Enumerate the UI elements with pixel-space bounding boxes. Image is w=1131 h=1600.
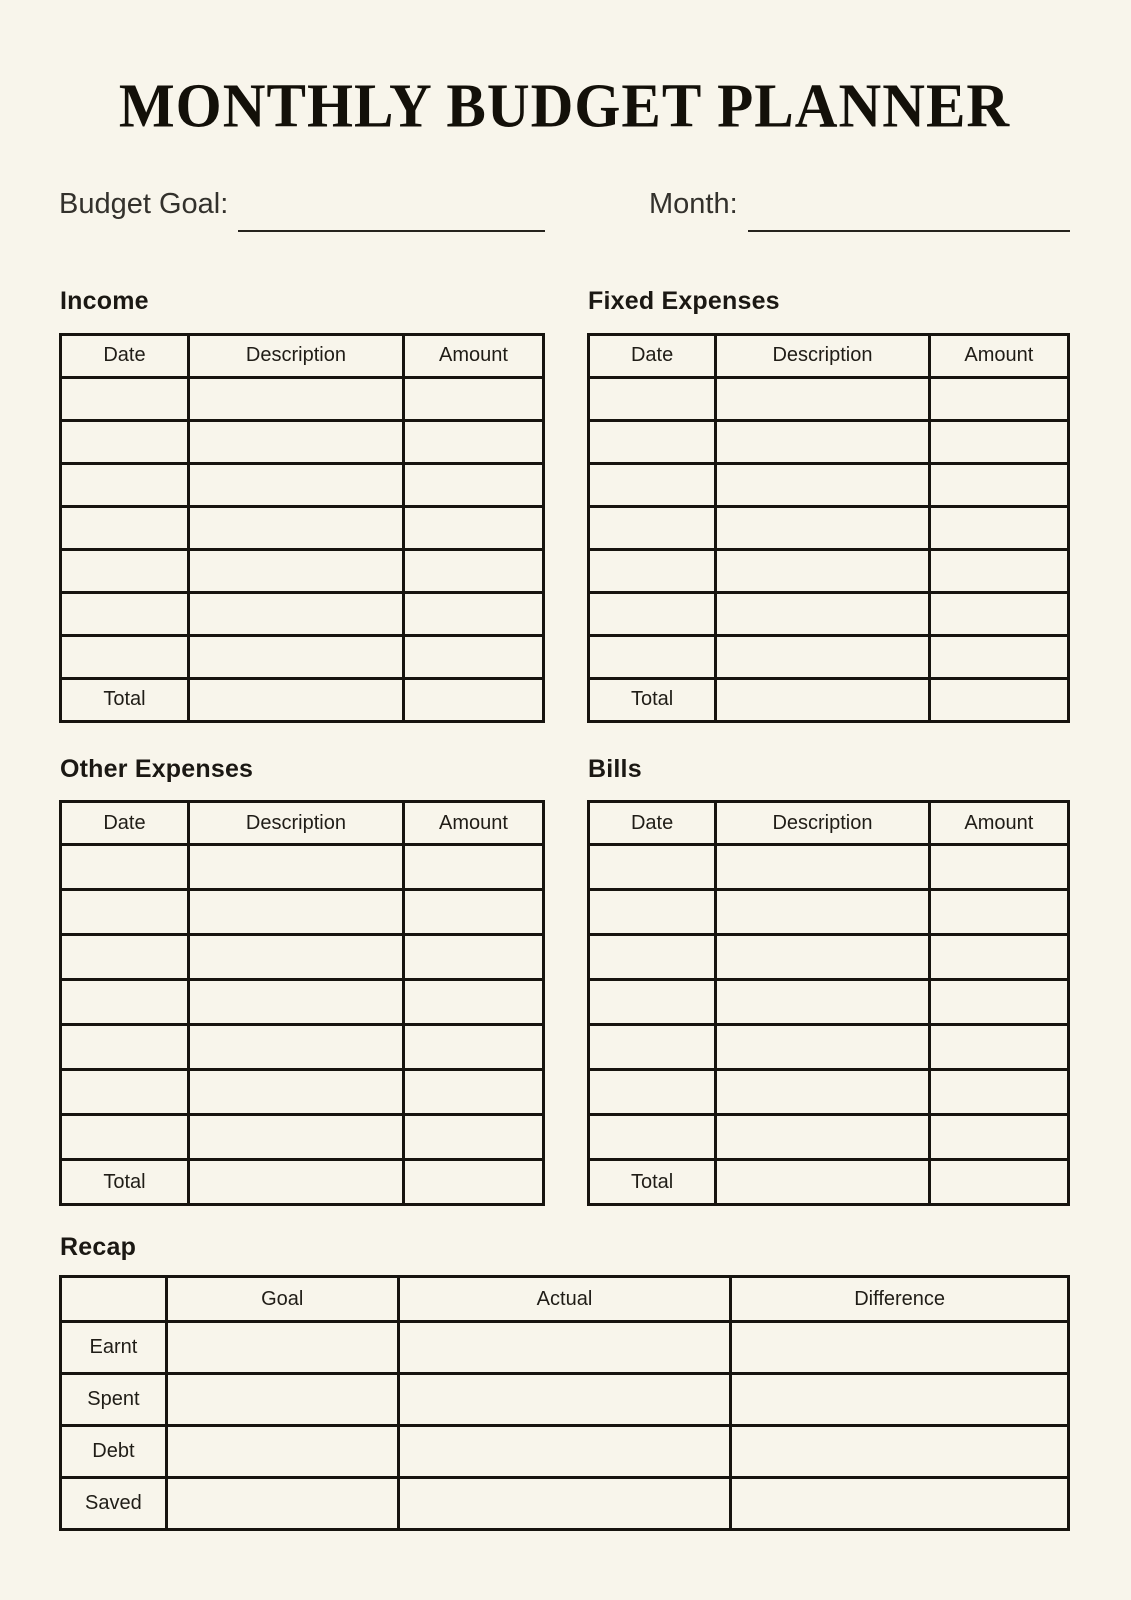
recap-goal-cell[interactable]: [166, 1478, 398, 1530]
entry-row: [589, 420, 1069, 463]
amount-cell[interactable]: [403, 935, 543, 980]
description-cell[interactable]: [716, 549, 930, 592]
recap-goal-cell[interactable]: [166, 1426, 398, 1478]
total-label: Total: [589, 1160, 716, 1205]
entry-row: [61, 420, 544, 463]
budget-goal-field: [59, 185, 545, 221]
column-header-amount: Amount: [403, 334, 543, 377]
description-cell[interactable]: [716, 845, 930, 890]
entry-row: [589, 549, 1069, 592]
recap-row-label: Saved: [61, 1478, 167, 1530]
amount-cell[interactable]: [929, 1115, 1068, 1160]
description-cell[interactable]: [716, 420, 930, 463]
description-cell[interactable]: [716, 1025, 930, 1070]
amount-cell[interactable]: [403, 980, 543, 1025]
recap-goal-cell[interactable]: [166, 1374, 398, 1426]
table-header-row: [61, 802, 544, 845]
total-amount-cell[interactable]: [403, 1160, 543, 1205]
date-cell[interactable]: [589, 1025, 716, 1070]
date-cell[interactable]: [61, 980, 189, 1025]
date-cell[interactable]: [589, 1115, 716, 1160]
amount-cell[interactable]: [403, 890, 543, 935]
entry-row: [61, 980, 544, 1025]
date-cell[interactable]: [61, 935, 189, 980]
description-cell[interactable]: [188, 463, 403, 506]
description-cell[interactable]: [188, 1025, 403, 1070]
description-cell[interactable]: [716, 1115, 930, 1160]
description-cell[interactable]: [188, 1070, 403, 1115]
description-cell[interactable]: [716, 635, 930, 678]
date-cell[interactable]: [589, 420, 716, 463]
date-cell[interactable]: [61, 1115, 189, 1160]
recap-heading: Recap: [60, 1233, 137, 1262]
recap-row-debt: [61, 1426, 1069, 1478]
date-cell[interactable]: [61, 1070, 189, 1115]
description-cell[interactable]: [716, 1070, 930, 1115]
column-header-amount: Amount: [929, 802, 1068, 845]
entry-row: [61, 845, 544, 890]
date-cell[interactable]: [61, 377, 189, 420]
total-description-cell[interactable]: [716, 1160, 930, 1205]
description-cell[interactable]: [188, 592, 403, 635]
entry-row: [61, 463, 544, 506]
description-cell[interactable]: [188, 635, 403, 678]
date-cell[interactable]: [589, 635, 716, 678]
amount-cell[interactable]: [929, 935, 1068, 980]
description-cell[interactable]: [716, 463, 930, 506]
entry-row: [61, 935, 544, 980]
entry-row: [61, 1025, 544, 1070]
amount-cell[interactable]: [403, 1115, 543, 1160]
recap-row-spent: [61, 1374, 1069, 1426]
month-label: Month:: [649, 187, 738, 220]
description-cell[interactable]: [188, 980, 403, 1025]
recap-difference-cell[interactable]: [731, 1322, 1069, 1374]
page-title: MONTHLY BUDGET PLANNER: [118, 70, 1011, 141]
date-cell[interactable]: [61, 635, 189, 678]
goal-month-row: [59, 185, 1070, 221]
month-field: [587, 185, 1070, 221]
column-header-amount: Amount: [929, 334, 1068, 377]
sections-grid: [59, 287, 1070, 1207]
total-description-cell[interactable]: [188, 1160, 403, 1205]
amount-cell[interactable]: [929, 377, 1068, 420]
date-cell[interactable]: [589, 506, 716, 549]
date-cell[interactable]: [61, 1025, 189, 1070]
amount-cell[interactable]: [929, 420, 1068, 463]
total-label: Total: [589, 678, 716, 721]
recap-difference-cell[interactable]: [731, 1478, 1069, 1530]
description-cell[interactable]: [716, 890, 930, 935]
amount-cell[interactable]: [403, 463, 543, 506]
bills-table: [587, 800, 1070, 1206]
entry-row: [589, 845, 1069, 890]
date-cell[interactable]: [61, 845, 189, 890]
entry-row: [589, 935, 1069, 980]
recap-actual-cell[interactable]: [398, 1478, 731, 1530]
date-cell[interactable]: [589, 377, 716, 420]
entry-row: [61, 1115, 544, 1160]
column-header-description: Description: [716, 334, 930, 377]
income-table: [59, 333, 545, 723]
month-input-line[interactable]: [748, 230, 1070, 232]
budget-goal-input-line[interactable]: [238, 230, 545, 232]
amount-cell[interactable]: [929, 980, 1068, 1025]
entry-row: [589, 635, 1069, 678]
total-label: Total: [61, 678, 189, 721]
total-row: [61, 678, 544, 721]
column-header-date: Date: [61, 802, 189, 845]
table-header-row: [61, 334, 544, 377]
recap-goal-cell[interactable]: [166, 1322, 398, 1374]
entry-row: [589, 890, 1069, 935]
recap-column-actual: Actual: [398, 1277, 731, 1322]
description-cell[interactable]: [716, 935, 930, 980]
recap-section: [59, 1233, 1070, 1531]
description-cell[interactable]: [188, 935, 403, 980]
entry-row: [589, 1115, 1069, 1160]
total-amount-cell[interactable]: [929, 1160, 1068, 1205]
table-header-row: [589, 802, 1069, 845]
entry-row: [589, 1025, 1069, 1070]
entry-row: [61, 506, 544, 549]
bills-heading: Bills: [588, 754, 642, 783]
total-amount-cell[interactable]: [929, 678, 1068, 721]
amount-cell[interactable]: [403, 845, 543, 890]
total-label: Total: [61, 1160, 189, 1205]
date-cell[interactable]: [589, 1070, 716, 1115]
total-description-cell[interactable]: [716, 678, 930, 721]
total-row: [589, 1160, 1069, 1205]
entry-row: [589, 506, 1069, 549]
fixed-expenses-section: [587, 287, 1070, 723]
income-section: [59, 287, 545, 723]
entry-row: [589, 463, 1069, 506]
amount-cell[interactable]: [929, 635, 1068, 678]
date-cell[interactable]: [589, 549, 716, 592]
date-cell[interactable]: [589, 890, 716, 935]
recap-difference-cell[interactable]: [731, 1426, 1069, 1478]
description-cell[interactable]: [188, 549, 403, 592]
recap-column-difference: Difference: [731, 1277, 1069, 1322]
description-cell[interactable]: [188, 420, 403, 463]
amount-cell[interactable]: [929, 890, 1068, 935]
amount-cell[interactable]: [403, 635, 543, 678]
entry-row: [61, 890, 544, 935]
amount-cell[interactable]: [929, 1025, 1068, 1070]
budget-goal-label: Budget Goal:: [59, 187, 229, 220]
total-row: [61, 1160, 544, 1205]
entry-row: [589, 592, 1069, 635]
bills-section: [587, 755, 1070, 1207]
recap-actual-cell[interactable]: [398, 1426, 731, 1478]
recap-header-row: [61, 1277, 1069, 1322]
recap-actual-cell[interactable]: [398, 1374, 731, 1426]
description-cell[interactable]: [716, 377, 930, 420]
description-cell[interactable]: [188, 377, 403, 420]
description-cell[interactable]: [188, 890, 403, 935]
entry-row: [61, 549, 544, 592]
description-cell[interactable]: [188, 1115, 403, 1160]
column-header-date: Date: [589, 802, 716, 845]
recap-row-label: Spent: [61, 1374, 167, 1426]
entry-row: [61, 592, 544, 635]
description-cell[interactable]: [716, 506, 930, 549]
total-row: [589, 678, 1069, 721]
amount-cell[interactable]: [403, 592, 543, 635]
date-cell[interactable]: [589, 980, 716, 1025]
date-cell[interactable]: [61, 506, 189, 549]
amount-cell[interactable]: [929, 506, 1068, 549]
column-header-description: Description: [188, 802, 403, 845]
other-expenses-table: [59, 800, 545, 1206]
description-cell[interactable]: [716, 592, 930, 635]
date-cell[interactable]: [589, 935, 716, 980]
amount-cell[interactable]: [403, 377, 543, 420]
column-header-date: Date: [61, 334, 189, 377]
recap-row-label: Debt: [61, 1426, 167, 1478]
entry-row: [589, 377, 1069, 420]
total-amount-cell[interactable]: [403, 678, 543, 721]
entry-row: [61, 635, 544, 678]
column-header-amount: Amount: [403, 802, 543, 845]
amount-cell[interactable]: [403, 549, 543, 592]
fixed-expenses-table: [587, 333, 1070, 723]
column-header-description: Description: [716, 802, 930, 845]
other-expenses-heading: Other Expenses: [60, 754, 254, 783]
entry-row: [589, 980, 1069, 1025]
amount-cell[interactable]: [403, 1070, 543, 1115]
recap-row-label: Earnt: [61, 1322, 167, 1374]
entry-row: [61, 377, 544, 420]
date-cell[interactable]: [61, 420, 189, 463]
amount-cell[interactable]: [929, 549, 1068, 592]
description-cell[interactable]: [716, 980, 930, 1025]
entry-row: [61, 1070, 544, 1115]
amount-cell[interactable]: [929, 463, 1068, 506]
date-cell[interactable]: [61, 463, 189, 506]
column-header-date: Date: [589, 334, 716, 377]
amount-cell[interactable]: [403, 506, 543, 549]
recap-table: [59, 1275, 1070, 1531]
income-heading: Income: [60, 286, 149, 315]
amount-cell[interactable]: [403, 420, 543, 463]
recap-actual-cell[interactable]: [398, 1322, 731, 1374]
entry-row: [589, 1070, 1069, 1115]
amount-cell[interactable]: [929, 845, 1068, 890]
amount-cell[interactable]: [929, 592, 1068, 635]
description-cell[interactable]: [188, 506, 403, 549]
total-description-cell[interactable]: [188, 678, 403, 721]
date-cell[interactable]: [61, 549, 189, 592]
description-cell[interactable]: [188, 845, 403, 890]
date-cell[interactable]: [589, 463, 716, 506]
date-cell[interactable]: [61, 592, 189, 635]
table-header-row: [589, 334, 1069, 377]
recap-row-earnt: [61, 1322, 1069, 1374]
amount-cell[interactable]: [929, 1070, 1068, 1115]
recap-column-goal: Goal: [166, 1277, 398, 1322]
amount-cell[interactable]: [403, 1025, 543, 1070]
column-header-description: Description: [188, 334, 403, 377]
recap-row-saved: [61, 1478, 1069, 1530]
recap-difference-cell[interactable]: [731, 1374, 1069, 1426]
date-cell[interactable]: [61, 890, 189, 935]
date-cell[interactable]: [589, 592, 716, 635]
date-cell[interactable]: [589, 845, 716, 890]
other-expenses-section: [59, 755, 545, 1207]
recap-corner-cell: [61, 1277, 167, 1322]
fixed-expenses-heading: Fixed Expenses: [588, 286, 780, 315]
